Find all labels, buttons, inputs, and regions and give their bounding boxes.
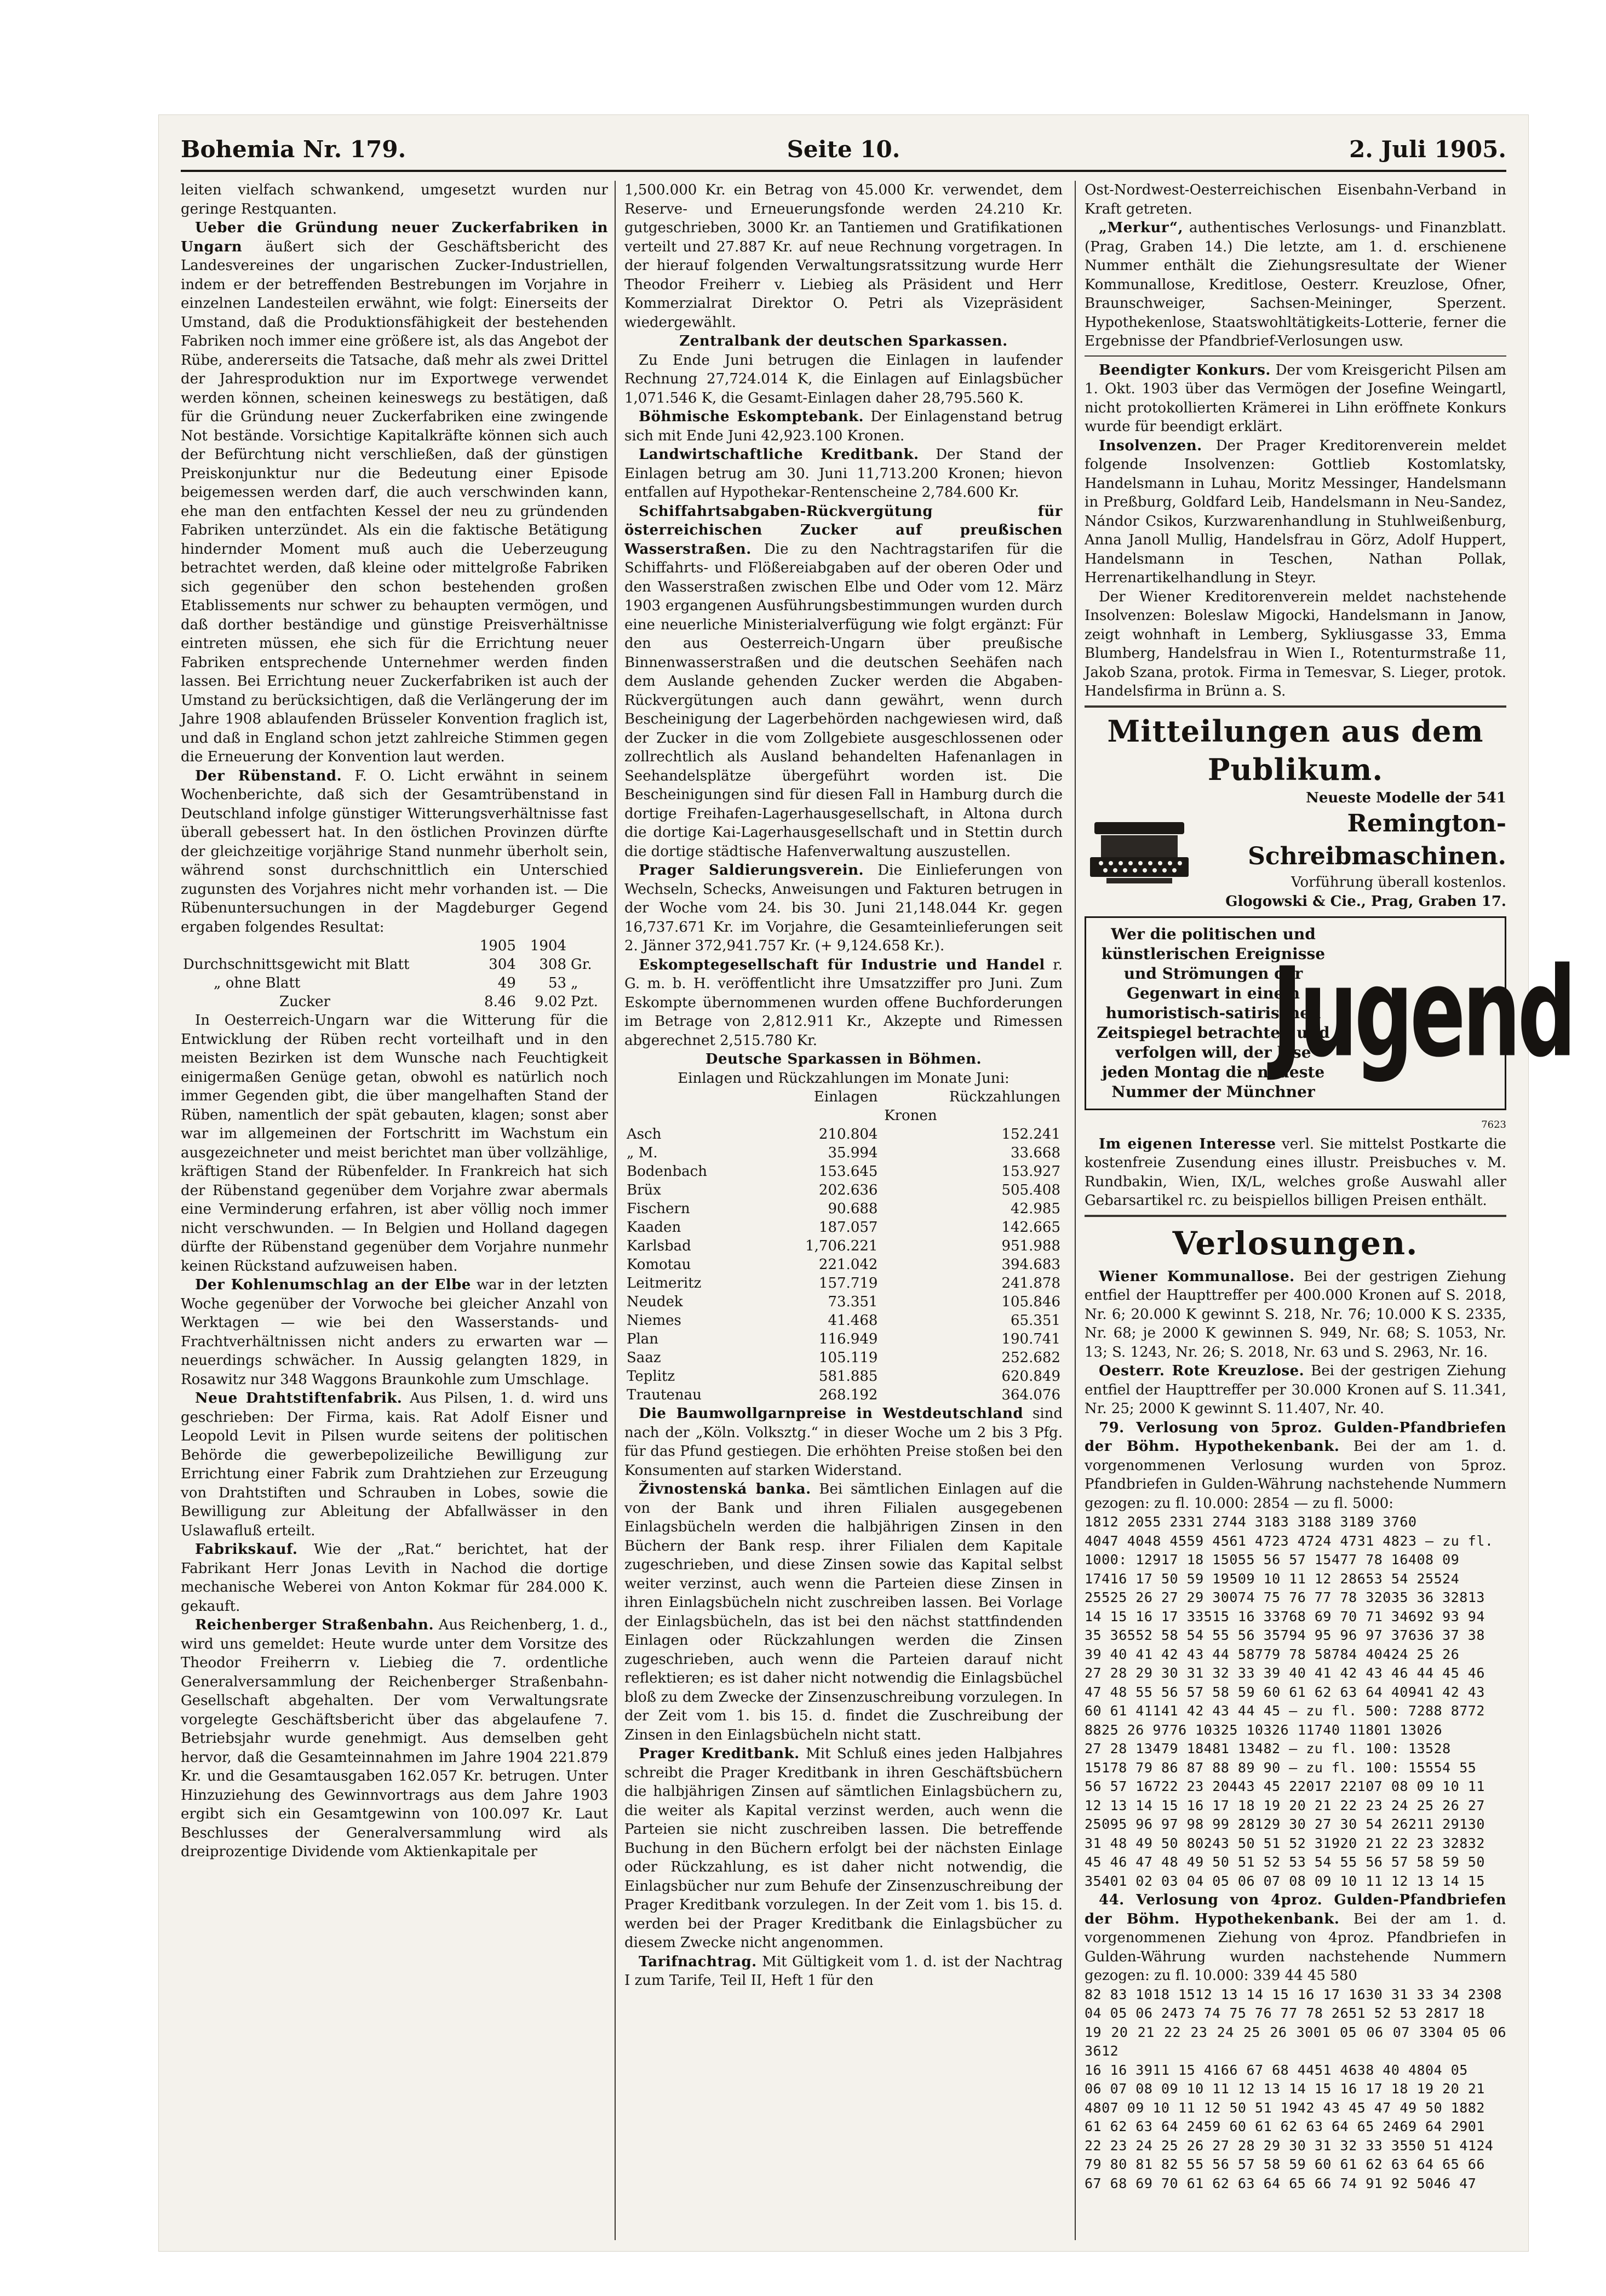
row-label: Zucker	[279, 994, 330, 1010]
column-header: Einlagen	[813, 1089, 878, 1105]
jugend-logo: Jugend	[1272, 942, 1573, 1085]
column-3	[1085, 181, 1573, 2240]
table-row	[624, 1218, 1063, 1237]
article-ruebenstand	[181, 767, 608, 937]
article-v44	[1085, 1891, 1506, 1985]
cell-value: 142.665	[1001, 1219, 1060, 1236]
article-continuation: leiten vielfach schwankend, umgesetzt wurden nur geringe Restquanten.	[181, 182, 608, 217]
sparkassen-table	[624, 1088, 1063, 1404]
table-row	[181, 974, 608, 992]
cell-value: 951.988	[1001, 1238, 1060, 1254]
table-row	[624, 1162, 1063, 1181]
sparkassen-table-body	[624, 1125, 1063, 1404]
cell-value: 116.949	[818, 1331, 878, 1347]
article-baum	[624, 1404, 1063, 1480]
article-heading: Fabrikskauf.	[195, 1541, 298, 1558]
article-boehm	[624, 407, 1063, 445]
unit-header: Kronen	[884, 1107, 937, 1124]
article-wiener	[1085, 1267, 1506, 1362]
article-body: r. G. m. b. H. veröffentlicht ihre Umsatzziffer pro Juni. Zum Eskompte übernommenen wurden offene Buchforderungen im Betrage von 2,812.911 Kr., Akzepte und Rimessen abgerechnet 2,515.780 Kr.	[624, 956, 1063, 1049]
row-label: Plan	[627, 1331, 659, 1347]
table-row	[181, 992, 608, 1011]
cell-value: 394.683	[1001, 1256, 1060, 1273]
article-heading: Eskomptegesellschaft für Industrie und Handel	[639, 956, 1045, 973]
article-kreuz	[1085, 1362, 1506, 1419]
page-header	[181, 131, 1506, 172]
table-row	[181, 955, 608, 974]
article-body: Der Prager Kreditorenverein meldet folgende Insolvenzen: Gottlieb Kostomlatsky, Handelsmann in Luhau, Moritz Messinger, Handelsmann in Preßburg, Goldfard Leib, Handelsmann in Neu-Sandez, Nándor Csikos, Kurzwarenhandlung in Stuhlweißenburg, Anna Janoll Mullig, Handelsfrau in Görz, Adolf Huppert, Handelsmann in Teschen, Nathan Pollak, Herrenartikelhandlung in Steyr.	[1085, 437, 1506, 586]
number-line: 39 40 41 42 43 44 58779 78 58784 40424 25 26	[1085, 1646, 1460, 1662]
table-row	[624, 1274, 1063, 1293]
table-row	[624, 1386, 1063, 1404]
article-kredit	[624, 1744, 1063, 1953]
cell-value: 65.351	[1011, 1312, 1060, 1329]
cell-value: 105.846	[1001, 1294, 1060, 1310]
article-body: Mit Schluß eines jeden Halbjahres schreibt die Prager Kreditbank in ihren Geschäftsbüchern die halbjährigen Zinsen auf sämtlichen Einlagsbüchern zu, die weiter als Kapital verzinst werden, auch wenn die Parteien sie nicht zuschreiben lassen. Die betreffende Buchung in den Büchern erfolgt bei der nächsten Einlage oder Rückzahlung, es ist daher nicht notwendig, die Einlagsbücher nur zum Behufe der Zinsenzuschreibung der Prager Kreditbank vorzulegen. In der Zeit vom 1. bis 15. d. werden bei der Prager Kreditbank die Einlagsbücher zu diesem Zwecke nicht angenommen.	[624, 1746, 1063, 1951]
cell-value: 505.408	[1001, 1182, 1060, 1198]
cell-value: 221.042	[818, 1256, 878, 1273]
cell-value: 73.351	[828, 1294, 878, 1310]
number-line: 60 61 41141 42 43 44 45 — zu fl. 500: 7288 8772	[1085, 1703, 1485, 1719]
article-fabrik	[181, 1540, 608, 1616]
number-line: 27 28 29 30 31 32 33 39 40 41 42 43 46 44 45 46	[1085, 1665, 1485, 1681]
year-header: 1905	[479, 938, 516, 954]
number-line: 35401 02 03 04 05 06 07 08 09 10 11 12 13 14 15	[1085, 1873, 1485, 1889]
remington-tagline: Neueste Modelle der 541	[1306, 789, 1506, 806]
cell-value: 210.804	[818, 1126, 878, 1143]
row-label: Teplitz	[627, 1368, 675, 1385]
remington-brand: Remington-Schreibmaschinen.	[1248, 810, 1506, 870]
article-body: Der Wiener Kreditorenverein meldet nachstehende Insolvenzen: Boleslaw Migocki, Handelsmann in Janow, zeigt wohnhaft in Lemberg, Sykliusgasse 33, Emma Blumberg, Handelsfrau in Wien I., Rotenturmstraße 11, Jakob Szana, protok. Firma in Temesvar, S. Lieger, protok. Handelsfirma in Brünn a. S.	[1085, 588, 1506, 699]
cell-value: 153.927	[1001, 1163, 1060, 1180]
article-prager	[624, 861, 1063, 956]
cell-value: 90.688	[828, 1201, 878, 1217]
table-header-row	[624, 1088, 1063, 1106]
number-list-79	[1085, 1513, 1506, 1891]
row-label: Fischern	[627, 1201, 690, 1217]
article-heading: Reichenberger Straßenbahn.	[195, 1617, 434, 1633]
article-body: Aus Reichenberg, 1. d., wird uns gemeldet: Heute wurde unter dem Vorsitze des Theodor Freiherrn v. Liebieg die 7. ordentliche Generalversammlung der Reichenberger Straßenbahn-Gesellschaft abgehalten. Der vom Verwaltungsrate vorgelegte Geschäftsbericht über das abgelaufene 7. Betriebsjahr wurde genehmigt. Aus demselben geht hervor, daß die Gesamteinnahmen im Jahre 1904 221.879 Kr. und die Gesamtausgaben 162.057 Kr. betrugen. Unter Hinzuziehung des Gewinnvortrags aus dem Jahre 1903 ergibt sich ein Gesamtgewinn von 100.097 Kr. Laut Beschlusses der Generalversammlung wird als dreiprozentige Dividende vom Aktienkapitale per	[181, 1617, 608, 1860]
cell-value: 202.636	[818, 1182, 878, 1198]
cell-unit: „	[571, 975, 578, 991]
article-heading: Der Rübenstand.	[195, 767, 342, 784]
article-insol	[1085, 437, 1506, 588]
table-row	[624, 1125, 1063, 1144]
newspaper-page	[159, 115, 1573, 2251]
number-line: 22 23 24 25 26 27 28 29 30 31 32 33 3550 51 4124	[1085, 2137, 1494, 2154]
row-label: Neudek	[627, 1294, 683, 1310]
article-land	[624, 445, 1063, 502]
article-heading: Ueber die Gründung neuer Zuckerfabriken in Ungarn	[181, 220, 608, 255]
row-label: Trautenau	[627, 1387, 702, 1403]
number-list-44	[1085, 1985, 1506, 2194]
article-esk	[624, 956, 1063, 1051]
divider	[1085, 355, 1506, 357]
table-unit-row	[624, 1106, 1063, 1125]
column-rule	[615, 181, 616, 2240]
table-row	[624, 1293, 1063, 1311]
remington-note: Vorführung überall kostenlos.	[1291, 874, 1506, 891]
article-heading: Der Kohlenumschlag an der Elbe	[195, 1277, 471, 1293]
cell-value: 241.878	[1001, 1275, 1060, 1292]
cell-value: 187.057	[818, 1219, 878, 1236]
article-body: F. O. Licht erwähnt in seinem Wochenberichte, daß sich der Gesamtrübenstand in Deutschland infolge günstiger Witterungsverhältnisse fast überall gebessert hat. In den östlichen Provinzen dürfte der gleichzeitige vorjährige Stand nunmehr überholt sein, während sonst durchschnittlich ein Unterschied zugunsten des Vorjahres nicht mehr vorhanden ist. — Die Rübenuntersuchungen in der Magdeburger Gegend ergaben folgendes Resultat:	[181, 767, 609, 935]
article-body: Der Stand der Einlagen betrug am 30. Juni 11,713.200 Kronen; hievon entfallen auf Hypothekar-Rentenscheine 2,784.600 Kr.	[624, 446, 1063, 501]
header-date: 2. Juli 1905.	[1349, 136, 1506, 163]
number-line: 15178 79 86 87 88 89 90 — zu fl. 100: 15554 55	[1085, 1759, 1477, 1776]
cell-value: 308	[539, 956, 567, 973]
number-line: 45 46 47 48 49 50 51 52 53 54 55 56 57 58 59 50	[1085, 1854, 1485, 1870]
article-heading: 44. Verlosung von 4proz. Gulden-Pfandbriefen der Böhm. Hypothekenbank.	[1085, 1892, 1506, 1927]
jugend-ad	[1085, 916, 1573, 1110]
number-line: 61 62 63 64 2459 60 61 62 63 64 65 2469 64 2901	[1085, 2119, 1485, 2134]
row-label: Karlsbad	[627, 1238, 691, 1254]
article-heading: Deutsche Sparkassen in Böhmen.	[705, 1051, 982, 1067]
cell-value: 8.46	[484, 994, 516, 1010]
number-line: 4807 09 10 11 12 50 51 1942 43 45 47 49 50 1882	[1085, 2099, 1485, 2116]
article-body: In Oesterreich-Ungarn war die Witterung für die Entwicklung der Rüben recht vorteilhaft und in den meisten Bezirken ist dem Wunsche nach Feuchtigkeit einigermaßen Genüge getan, obwohl es natürlich noch immer Gegenden gibt, die über mangelhaften Stand der Rüben, namentlich der spät gebauten, klagen; sonst aber war im allgemeinen der Fortschritt im Wachstum ein ausgezeichneter und meist berichtet man über vollzählige, kräftigen Stand der Rübenfelder. In Frankreich hat sich der Rübenstand gegenüber dem Vorjahre zwar abermals eine Verminderung erfahren, ist aber völlig noch immer nicht verschwunden. — In Belgien und Holland dagegen dürfte der Rübenstand gegenüber dem Vorjahre nunmehr keinen Rückstand aufzuweisen haben.	[181, 1012, 608, 1275]
cell-value: 49	[497, 975, 516, 991]
number-line: 1812 2055 2331 2744 3183 3188 3189 3760	[1085, 1514, 1417, 1530]
number-line: 27 28 13479 18481 13482 — zu fl. 100: 13528	[1085, 1741, 1451, 1757]
cell-value: 304	[489, 956, 516, 973]
cell-unit: Pzt.	[571, 994, 598, 1010]
article-schiff	[624, 502, 1063, 862]
article-body: Die zu den Nachtragstarifen für die Schiffahrts- und Flößereiabgaben auf der oberen Oder und den Wasserstraßen zwischen Elbe und Oder vom 12. März 1903 ergangenen Ausführungsbestimmungen wurden durch eine neuerliche Ministerialverfügung wie folgt ergänzt: Für den aus Oesterreich-Ungarn über preußische Binnenwasserstraßen und die deutschen Seehäfen nach dem Auslande gehenden Zucker werden die Abgaben-Rückvergütungen auch dann gewährt, wenn durch Bescheinigung der Lagerbehörden nachgewiesen wird, daß der Zucker in die vom Zollgebiete ausgeschlossenen oder zollrechtlich als Ausland behandelten Hafenanlagen in Seehandelsplätze übergeführt worden ist. Die Bescheinigungen sind für diesen Fall in Hamburg durch die dortige Freihafen-Lagerhausgesellschaft, in Altona durch die dortige Kai-Lagerhausgesellschaft und in Stettin durch die dortige städtische Hafenverwaltung auszustellen.	[624, 541, 1063, 860]
article-heading: Neue Drahtstiftenfabrik.	[195, 1390, 403, 1407]
number-line: 31 48 49 50 80243 50 51 52 31920 21 22 23 32832	[1085, 1835, 1485, 1851]
publikum-heading: Mitteilungen aus dem Publikum.	[1107, 713, 1484, 787]
row-label: „ M.	[627, 1145, 658, 1161]
typewriter-icon	[1085, 811, 1194, 888]
number-line: 17416 17 50 59 19509 10 11 12 28653 54 25524	[1085, 1570, 1460, 1587]
number-line: 14 15 16 17 33515 16 33768 69 70 71 34692 93 94	[1085, 1608, 1485, 1625]
article-heading: Im eigenen Interesse	[1099, 1135, 1276, 1152]
article-heading: Beendigter Konkurs.	[1099, 361, 1271, 378]
article-heading: Böhmische Eskomptebank.	[639, 409, 864, 425]
row-label: „ ohne Blatt	[214, 975, 301, 991]
number-line: 12 13 14 15 16 17 18 19 20 21 22 23 24 25 26 27	[1085, 1797, 1485, 1813]
table-row	[624, 1237, 1063, 1255]
article-body: äußert sich der Geschäftsbericht des Landesvereines der ungarischen Zucker-Industriellen, indem er der betreffenden Bestrebungen im Vorjahre in einzelnen Landesteilen erwähnt, wie folgt: Einerseits der Umstand, daß die Produktionsfähigkeit der bestehenden Fabriken noch immer eine größere ist, als das Angebot der Rübe, andererseits die Tatsache, daß mehr als zwei Drittel der Jahresproduktion nur im Exportwege verwendet werden können, scheinen keineswegs zu bestätigen, daß für die Gründung neuer Zuckerfabriken eine zwingende Not bestände. Vorsichtige Kapitalkräfte können sich auch der Befürchtung nicht verschließen, daß der günstigen Preiskonjunktur nur die Bedeutung einer Episode beigemessen werden darf, die auch verschwinden kann, ehe man den entfachten Kessel der neu zu gründenden Fabriken unterzündet. Als ein die faktische Betätigung hindernder Moment muß auch die Ueberzeugung betrachtet werden, daß kleine oder mittelgroße Fabriken sich gegenüber den schon bestehenden großen Etablissements nur schwer zu behaupten vermögen, und daß dorther beständige und günstige Preisverhältnisse eintreten müssen, ehe sich für die Errichtung neuer Fabriken entsprechende Unternehmer werden finden lassen. Bei Errichtung neuer Zuckerfabriken ist auch der Umstand zu berücksichtigen, daß die Verlängerung der im Jahre 1908 ablaufenden Brüsseler Konvention fraglich ist, und daß in England schon jetzt zahlreiche Stimmen gegen die Erneuerung der Konvention laut werden.	[181, 238, 609, 765]
table-row	[624, 1330, 1063, 1348]
number-line: 8825 26 9776 10325 10326 11740 11801 13026	[1085, 1721, 1443, 1738]
table-row	[624, 1348, 1063, 1367]
table-row	[624, 1181, 1063, 1199]
article-konkurs	[1085, 361, 1506, 437]
article-body: Bei der am 1. d. vorgenommenen Verlosung wurden von 5proz. Pfandbriefen in Gulden-Währung nachstehende Nummern gezogen: zu fl. 10.000: 2854 — zu fl. 5000:	[1085, 1438, 1506, 1512]
article-body: Der Einlagenstand betrug sich mit Ende Juni 42,923.100 Kronen.	[624, 409, 1063, 444]
year-header: 1904	[530, 938, 567, 954]
cell-value: 157.719	[818, 1275, 878, 1292]
cell-value: 252.682	[1001, 1350, 1060, 1366]
number-line: 25525 26 27 29 30074 75 76 77 78 32035 36 32813	[1085, 1589, 1485, 1605]
divider	[1085, 1215, 1506, 1217]
row-label: Durchschnittsgewicht mit Blatt	[183, 956, 410, 973]
cell-value: 41.468	[828, 1312, 878, 1329]
article-heading: Wiener Kommunallose.	[1099, 1268, 1295, 1285]
cell-value: 53	[548, 975, 567, 991]
article-body: war in der letzten Woche gegenüber der Vorwoche bei gleicher Anzahl von Werktagen — wie bei den Wasserstands- und Frachtverhältnissen nicht anders zu erwarten war — neuerdings schwächer. In Aussig gelangten 1829, in Rosawitz nur 348 Waggons Braunkohle zum Umschlage.	[181, 1277, 608, 1388]
number-line: 06 07 08 09 10 11 12 13 14 15 16 17 18 19 20 21	[1085, 2081, 1485, 2097]
row-label: Saaz	[627, 1350, 661, 1366]
article-zucker	[181, 219, 608, 767]
ad-code: 7623	[1481, 1119, 1506, 1130]
table-row	[624, 1367, 1063, 1386]
article-heading: Die Baumwollgarnpreise in Westdeutschland	[639, 1405, 1024, 1422]
row-label: Bodenbach	[627, 1163, 707, 1180]
article-v79	[1085, 1419, 1506, 1513]
article-tarif	[624, 1953, 1063, 1990]
number-line: 04 05 06 2473 74 75 76 77 78 2651 52 53 2817 18	[1085, 2005, 1485, 2021]
cell-value: 581.885	[818, 1368, 878, 1385]
number-line: 4047 4048 4559 4561 4723 4724 4731 4823 — zu fl.	[1085, 1532, 1494, 1549]
row-label: Brüx	[627, 1182, 661, 1198]
cell-value: 9.02	[535, 994, 567, 1010]
table-row	[624, 1255, 1063, 1274]
article-heading: Zentralbank der deutschen Sparkassen.	[679, 333, 1008, 349]
table-header-row	[181, 937, 608, 955]
header-publication: Bohemia Nr. 179.	[181, 136, 406, 163]
number-line: 47 48 55 56 57 58 59 60 61 62 63 64 40941 42 43	[1085, 1684, 1485, 1700]
number-line: 82 83 1018 1512 13 14 15 16 17 1630 31 33 34 2308	[1085, 1986, 1502, 2002]
row-label: Komotau	[627, 1256, 691, 1273]
row-label: Asch	[627, 1126, 662, 1143]
cell-value: 153.645	[818, 1163, 878, 1180]
article-body: Die Einlieferungen von Wechseln, Schecks, Anweisungen und Fakturen betrugen in der Woche vom 24. bis 30. Juni 21,148.044 Kr. gegen 16,737.671 Kr. im Vorjahre, die Gesamteinlieferungen seit 2. Jänner 372,941.757 Kr. (+ 9,124.658 Kr.).	[624, 862, 1063, 954]
article-body: Bei der gestrigen Ziehung entfiel der Haupttreffer per 400.000 Kronen auf S. 2018, Nr. 6; 20.000 K gewinnt S. 218, Nr. 76; 10.000 K S. 2335, Nr. 68; je 2000 K gewinnen S. 949, Nr. 68; S. 1053, Nr. 13; S. 1243, Nr. 26; S. 2018, Nr. 63 und S. 2963, Nr. 16.	[1085, 1268, 1506, 1361]
number-line: 19 20 21 22 23 24 25 26 3001 05 06 07 3304 05 06 3612	[1085, 2024, 1506, 2059]
article-heading: Insolvenzen.	[1099, 437, 1202, 454]
article-body: Der vom Kreisgericht Pilsen am 1. Okt. 1903 über das Vermögen der Josefine Weingartl, nicht protokollierten Krämerei in Lihn eröffnete Konkurs wurde für beendigt erklärt.	[1085, 361, 1506, 435]
column-1	[181, 181, 608, 2240]
table-row	[624, 1311, 1063, 1330]
number-line: 67 68 69 70 61 62 63 64 65 66 74 91 92 5046 47	[1085, 2175, 1477, 2191]
header-page-number: Seite 10.	[787, 136, 900, 163]
table-row	[624, 1199, 1063, 1218]
cell-value: 268.192	[818, 1387, 878, 1403]
column-2	[624, 181, 1063, 2240]
cell-value: 1,706.221	[805, 1238, 878, 1254]
cell-value: 190.741	[1001, 1331, 1060, 1347]
table-caption: Einlagen und Rückzahlungen im Monate Juni:	[678, 1070, 1010, 1087]
article-body: Aus Pilsen, 1. d. wird uns geschrieben: Der Firma, kais. Rat Adolf Eisner und Leopold Levit in Pilsen wurde seitens der politischen Behörde die gewerbepolizeiliche Bewilligung zur Errichtung einer Fabrik zum Drahtziehen zur Erzeugung von Drahtstiften und Schrauben in Lobes, sowie die Bewilligung zur Ableitung der Abfallwässer in den Uslawafluß erteilt.	[181, 1390, 609, 1539]
cell-value: 105.119	[818, 1350, 878, 1366]
article-body: verl. Sie mittelst Postkarte die kostenfreie Zusendung eines illustr. Preisbuches v. M. Rundbakin, Wien, IX/L, welches große Auswahl aller Gebarsartikel rc. zu beispiellos billigen Preisen enthält.	[1085, 1135, 1507, 1209]
number-line: 56 57 16722 23 20443 45 22017 22107 08 09 10 11	[1085, 1778, 1485, 1794]
cell-value: 620.849	[1001, 1368, 1060, 1385]
article-merkur	[1085, 219, 1506, 351]
cell-value: 33.668	[1011, 1145, 1060, 1161]
article-body: Zu Ende Juni betrugen die Einlagen in laufender Rechnung 27,724.014 K, die Einlagen auf Einlagsbücher 1,071.546 K, die Gesamt-Einlagen daher 28,795.560 K.	[624, 352, 1063, 406]
row-label: Kaaden	[627, 1219, 681, 1236]
article-heading: Tarifnachtrag.	[639, 1953, 757, 1970]
article-body: Bei der am 1. d. vorgenommenen Ziehung von 4proz. Pfandbriefen in Gulden-Währung wurden nachstehende Nummern gezogen: zu fl. 10.000: 339 44 45 580	[1085, 1910, 1506, 1984]
number-line: 1000: 12917 18 15055 56 57 15477 78 16408 09	[1085, 1552, 1460, 1568]
cell-value: 35.994	[828, 1145, 878, 1161]
article-heading: Prager Kreditbank.	[639, 1746, 800, 1762]
article-heading: „Merkur“,	[1099, 220, 1184, 236]
article-body: sind nach der „Köln. Volksztg.“ in dieser Woche um 2 bis 3 Pfg. für das Pfund gestiegen. Die erhöhten Preise stoßen bei den Konsumenten auf starken Widerstand.	[624, 1405, 1063, 1479]
divider	[1085, 705, 1506, 708]
number-line: 35 36552 58 54 55 56 35794 95 96 97 37636 37 38	[1085, 1627, 1485, 1643]
row-label: Niemes	[627, 1312, 681, 1329]
row-label: Leitmeritz	[627, 1275, 702, 1292]
cell-unit: Gr.	[571, 956, 592, 973]
remington-address: Glogowski & Cie., Prag, Graben 17.	[1225, 893, 1506, 910]
article-heading: Landwirtschaftliche Kreditbank.	[639, 446, 919, 463]
table-row	[624, 1144, 1063, 1162]
jugend-text: Wer die politischen und künstlerischen Ereignisse und Strömungen der Gegenwart in einem humoristisch-satirischen Zeitspiegel betrachten und verfolgen will, der lese jeden Montag die neueste Nummer der Münchner	[1097, 925, 1330, 1101]
article-continuation: 1,500.000 Kr. ein Betrag von 45.000 Kr. verwendet, dem Reserve- und Erneuerungsfonde werden 24.210 Kr. gutgeschrieben, 3000 Kr. an Tantiemen und Gratifikationen verteilt und 27.887 Kr. auf neue Rechnung vorgetragen. In der hierauf folgenden Verwaltungsratssitzung wurde Herr Theodor Freiherr v. Liebieg als Präsident und Herr Kommerzialrat Direktor O. Petri als Vizepräsident wiedergewählt.	[624, 182, 1063, 331]
column-rule	[1075, 181, 1076, 2240]
article-body: Wie der „Rat.“ berichtet, hat der Fabrikant Herr Jonas Levith in Nachod die dortige mechanische Weberei von Anton Kokmar für 284.000 K. gekauft.	[181, 1541, 609, 1615]
number-line: 25095 96 97 98 99 28129 30 27 30 54 26211 29130	[1085, 1816, 1485, 1832]
article-heading: 79. Verlosung von 5proz. Gulden-Pfandbriefen der Böhm. Hypothekenbank.	[1085, 1419, 1506, 1455]
article-reichenberg	[181, 1616, 608, 1862]
article-ziv	[624, 1480, 1063, 1744]
cell-value: 42.985	[1011, 1201, 1060, 1217]
article-heading: Živnostenská banka.	[639, 1481, 811, 1497]
article-body: Bei sämtlichen Einlagen auf die von der Bank und ihren Filialen ausgegebenen Einlagsbücheln werden die halbjährigen Zinsen in den Büchern der Bank resp. ihrer Filialen dem Kapitale zugeschrieben, und diese Zinsen sowie das Kapital selbst weiter verzinst, auch wenn die Parteien diese Zinsen in ihren Einlagsbücheln nicht zuschreiben lassen. Bei Vorlage der Einlagsbücheln, das ist bei den nächst stattfindenden Einlagen oder Rückzahlungen werden die Zinsen zugeschrieben, auch wenn die Parteien darauf nicht reflektieren; es ist daher nicht notwendig die Einlagsbüchel bloß zu dem Zwecke der Zinsenzuschreibung vorzulegen. In der Zeit vom 1. bis 15. d. findet die Zuschreibung der Zinsen in den Einlagsbücheln nicht statt.	[624, 1481, 1063, 1743]
article-heading: Schiffahrtsabgaben-Rückvergütung für österreichischen Zucker auf preußischen Wasserstraßen.	[624, 503, 1063, 558]
cell-value: 364.076	[1001, 1387, 1060, 1403]
column-header: Rückzahlungen	[949, 1089, 1060, 1105]
article-body: Bei der gestrigen Ziehung entfiel der Haupttreffer per 30.000 Kronen auf S. 11.341, Nr. 25; 2000 K gewinnt S. 11.407, Nr. 40.	[1085, 1363, 1506, 1417]
number-line: 16 16 3911 15 4166 67 68 4451 4638 40 4804 05	[1085, 2062, 1468, 2078]
cell-value: 152.241	[1001, 1126, 1060, 1143]
number-line: 79 80 81 82 55 56 57 58 59 60 61 62 63 64 65 66	[1085, 2156, 1485, 2172]
article-continuation: Ost-Nordwest-Oesterreichischen Eisenbahn-Verband in Kraft getreten.	[1085, 182, 1506, 217]
article-draht	[181, 1389, 608, 1540]
article-body: Mit Gültigkeit vom 1. d. ist der Nachtrag I zum Tarife, Teil II, Heft 1 für den	[624, 1953, 1063, 1989]
rueben-table	[181, 937, 608, 1011]
article-heading: Prager Saldierungsverein.	[639, 862, 864, 879]
article-kohlen	[181, 1276, 608, 1389]
verlosungen-heading: Verlosungen.	[1172, 1224, 1419, 1262]
article-body: authentisches Verlosungs- und Finanzblatt. (Prag, Graben 14.) Die letzte, am 1. d. erschienene Nummer enthält die Ziehungsresultate der Wiener Kommunallose, Kreditlose, Oesterr. Kreuzlose, Ofner, Braunschweiger, Sachsen-Meininger, Sperzent. Hypothekenlose, Staatswohltätigkeits-Lotterie, ferner die Ergebnisse der Pfandbrief-Verlosungen usw.	[1085, 220, 1507, 349]
article-heading: Oesterr. Rote Kreuzlose.	[1099, 1363, 1305, 1379]
